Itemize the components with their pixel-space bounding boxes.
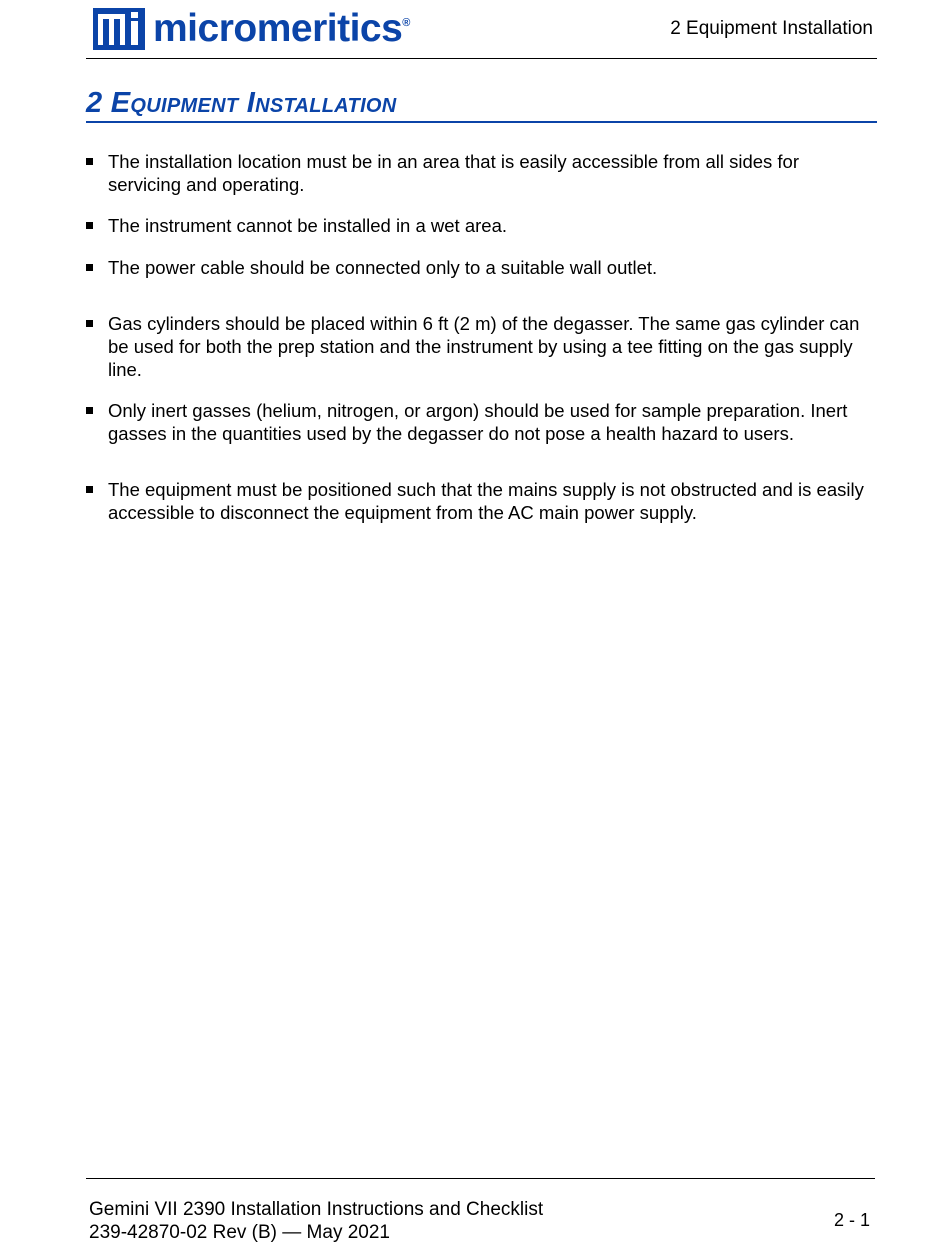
bullet-square-icon [86, 158, 93, 165]
title-underline [86, 121, 877, 123]
logo-wordmark: micromeritics [153, 7, 403, 50]
footer-document-info [89, 1198, 543, 1244]
bullet-square-icon [86, 486, 93, 493]
list-item [86, 399, 877, 445]
list-item-text: Gas cylinders should be placed within 6 ft (2 m) of the degasser. The same gas cylinder can be used for both the prep station and the instrument by using a tee fitting on the gas supply line. [108, 313, 860, 380]
running-header: 2 Equipment Installation [670, 18, 873, 39]
list-item-text: Only inert gasses (helium, nitrogen, or argon) should be used for sample preparation. Inert gasses in the quantities used by the degasser do not pose a health hazard to users. [108, 400, 848, 444]
list-item-text: The installation location must be in an area that is easily accessible from all sides for servicing and operating. [108, 151, 800, 195]
list-item [86, 478, 877, 524]
bullet-square-icon [86, 407, 93, 414]
requirements-list [86, 150, 877, 524]
bullet-square-icon [86, 264, 93, 271]
list-item [86, 312, 877, 381]
bullet-square-icon [86, 222, 93, 229]
chapter-title: 2 Equipment Installation [86, 87, 397, 119]
page-number: 2 - 1 [833, 1210, 870, 1230]
list-item [86, 256, 877, 279]
bullet-square-icon [86, 320, 93, 327]
list-item [86, 214, 877, 237]
footer-doc-title: Gemini VII 2390 Installation Instructions and Checklist [89, 1199, 544, 1220]
logo-mark-icon [93, 8, 145, 50]
header-divider [86, 58, 877, 59]
list-item-text: The instrument cannot be installed in a wet area. [108, 215, 508, 236]
footer-divider [86, 1178, 875, 1179]
list-item-text: The power cable should be connected only to a suitable wall outlet. [108, 257, 658, 278]
list-item [86, 150, 877, 196]
micromeritics-logo [93, 8, 410, 50]
list-item-text: The equipment must be positioned such that the mains supply is not obstructed and is easily accessible to disconnect the equipment from the AC main power supply. [108, 479, 864, 523]
registered-mark: ® [402, 17, 411, 29]
footer-doc-number: 239-42870-02 Rev (B) — May 2021 [89, 1222, 390, 1243]
